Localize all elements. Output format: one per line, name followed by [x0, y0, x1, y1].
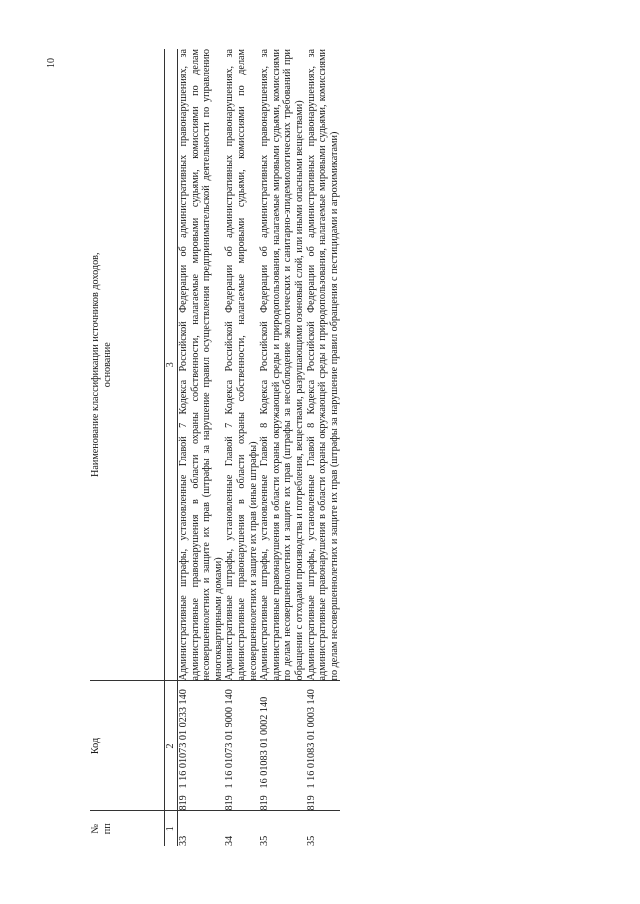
revenue-code: 1 16 01083 01 0003 140: [305, 689, 317, 789]
table-row: [306, 49, 341, 846]
header-code: [90, 681, 165, 811]
revenue-classification-table: [90, 49, 340, 846]
row-name: Административные штрафы, установленные Главой 8 Кодекса Российской Федерации об административных правонарушениях, за административные правонарушения в области охраны окружающей среды и природопользования, налагаемые мировыми судьями, комиссиями по делам несовершеннолетних и защите их прав (штрафы за нарушение правил обращения с пестицидами и агрохимикатами): [305, 49, 340, 681]
row-name: Административные штрафы, установленные Главой 8 Кодекса Российской Федерации об административных правонарушениях, за административные правонарушения в области охраны окружающей среды и природопользования, налагаемые мировыми судьями, комиссиями по делам несовершеннолетних и защите их прав (штрафы за несоблюдение экологических и санитарно-эпидемиологических требований при обращении с отходами производства и потребления, веществами, разрушающими озоновый слой, или иными опасными веществами): [259, 49, 305, 681]
row-code: [259, 681, 305, 811]
column-number-row: [165, 49, 178, 846]
admin-code: 819: [305, 795, 317, 811]
row-number: 35: [305, 835, 317, 846]
header-number-label: № пп: [90, 823, 113, 835]
admin-code: 819: [224, 795, 236, 811]
header-code-label: Код: [90, 737, 101, 755]
admin-code: 819: [259, 795, 271, 811]
revenue-code: 16 01083 01 0002 140: [259, 696, 271, 789]
row-name: Административные штрафы, установленные Главой 7 Кодекса Российской Федерации об административных правонарушениях, за административные правонарушения в области охраны собственности, налагаемые мировыми судьями, комиссиями по делам несовершеннолетних и защите их прав (штрафы за нарушение правил осуществления предпринимательской деятельности по управлению многоквартирными домами): [178, 49, 224, 681]
revenue-code: 1 16 01073 01 9000 140: [224, 689, 236, 789]
header-number: [90, 811, 165, 846]
table-row: [224, 49, 259, 846]
header-name: [90, 49, 165, 681]
row-code: [224, 681, 259, 811]
row-name: Административные штрафы, установленные Главой 7 Кодекса Российской Федерации об административных правонарушениях, за административные правонарушения в области охраны собственности, налагаемые мировыми судьями, комиссиями по делам несовершеннолетних и защите их прав (иные штрафы): [224, 49, 259, 681]
column-number: 3: [165, 49, 178, 681]
row-number: 33: [178, 835, 189, 846]
page-number: 10: [46, 58, 57, 68]
table-header-row: [90, 49, 165, 846]
row-code: [306, 681, 341, 811]
row-number: 35: [259, 835, 271, 846]
column-number: 1: [165, 811, 178, 846]
table-row: [178, 49, 225, 846]
admin-code: 819: [178, 795, 189, 811]
row-code: [178, 681, 225, 811]
column-number: 2: [165, 681, 178, 811]
row-number: 34: [224, 835, 236, 846]
table-row: [259, 49, 305, 846]
revenue-code: 1 16 01073 01 0233 140: [178, 689, 189, 789]
header-name-label: Наименование классификации источников доходов, основание: [90, 252, 113, 478]
